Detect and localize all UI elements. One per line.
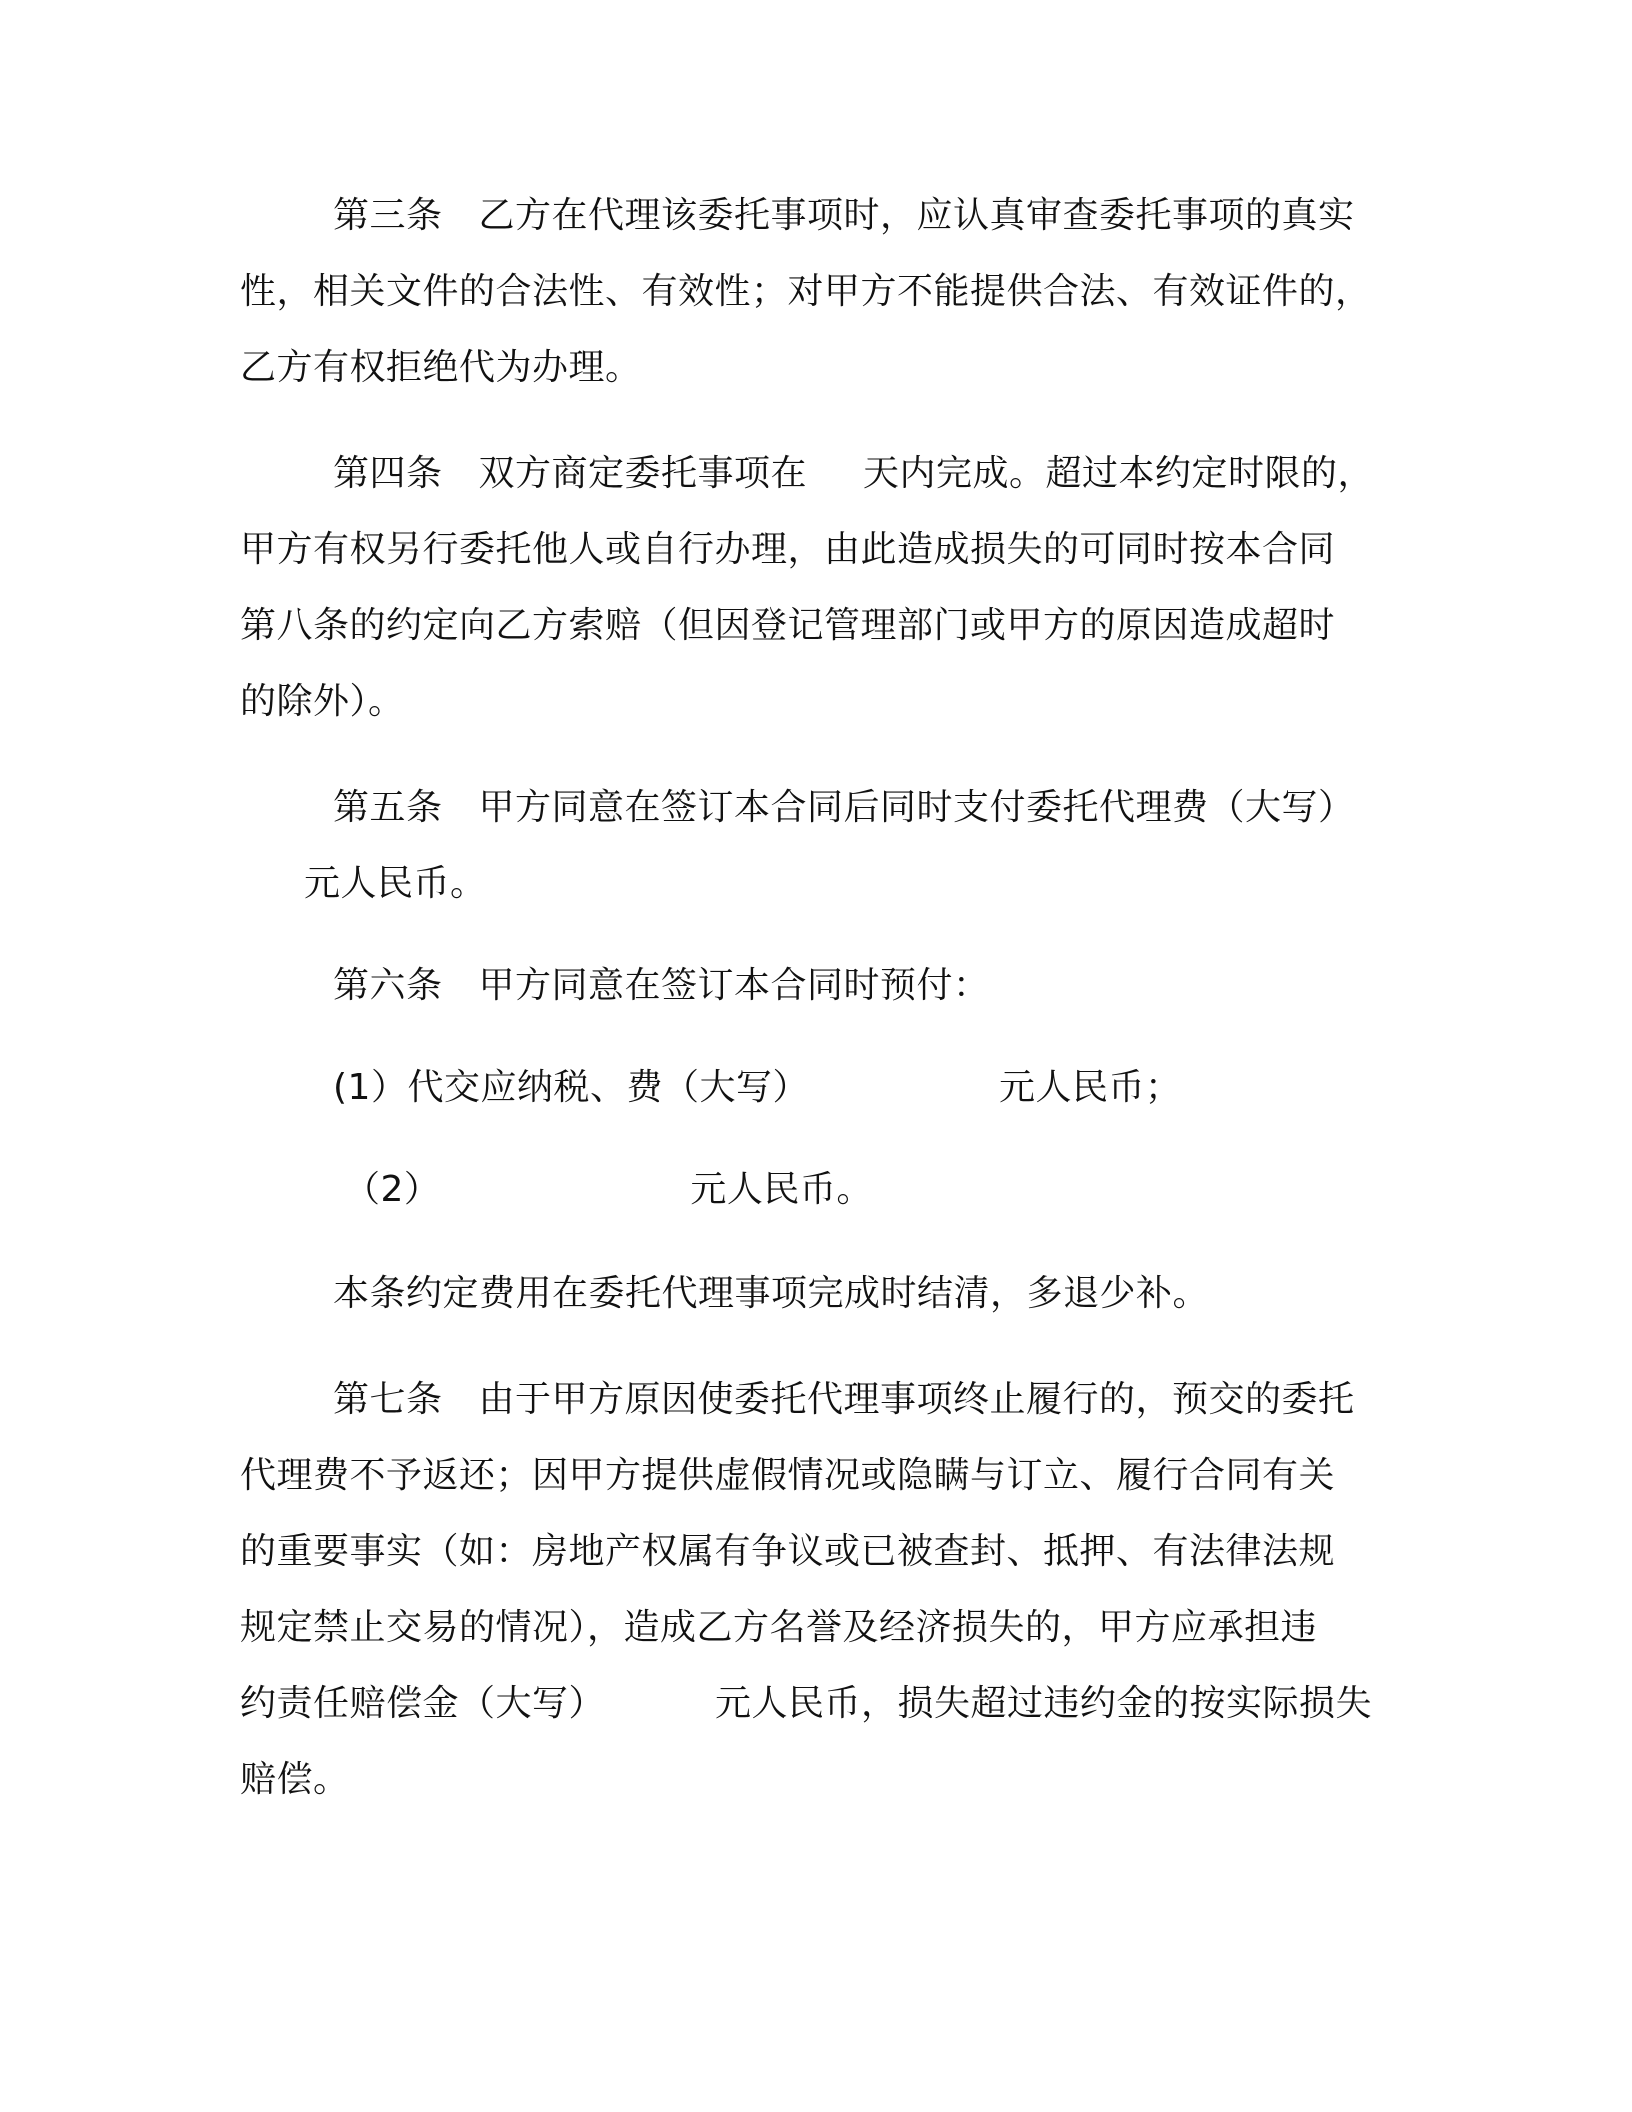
article6-note: 本条约定费用在委托代理事项完成时结清，多退少补。: [333, 1273, 1210, 1314]
article5-line2: 元人民币。: [304, 863, 487, 904]
article7-line2: 代理费不予返还；因甲方提供虚假情况或隐瞒与订立、履行合同有关: [240, 1455, 1336, 1496]
article6-item2: [344, 1166, 873, 1214]
article7-line4: 规定禁止交易的情况），造成乙方名誉及经济损失的，甲方应承担违: [240, 1607, 1318, 1648]
article4-line1: [333, 450, 1374, 498]
article6-text1: 甲方同意在签订本合同时预付：: [478, 965, 990, 1006]
article7-line1: [333, 1376, 1355, 1424]
article4-text1b: 天内完成。超过本约定时限的，: [863, 453, 1375, 494]
article7-heading: 第七条: [333, 1379, 443, 1420]
article4-heading: 第四条: [333, 453, 443, 494]
article6-heading: 第六条: [333, 965, 443, 1006]
article7-line5: [240, 1680, 1372, 1728]
article3-text1: 乙方在代理该委托事项时，应认真审查委托事项的真实: [478, 195, 1355, 236]
article7-line6: 赔偿。: [240, 1759, 350, 1800]
article4-line4: 的除外）。: [240, 681, 405, 722]
article7-text5a: 约责任赔偿金（大写）: [240, 1683, 606, 1724]
article7-text5b: 元人民币，损失超过违约金的按实际损失: [715, 1683, 1373, 1724]
article3-line2: 性，相关文件的合法性、有效性；对甲方不能提供合法、有效证件的，: [240, 271, 1372, 312]
article6-line1: [333, 962, 990, 1010]
article6-item1-label: (1）代交应纳税、费（大写）: [333, 1067, 809, 1108]
article4-text1a: 双方商定委托事项在: [478, 453, 808, 494]
article3-line1: [333, 192, 1355, 240]
article6-item1: [333, 1064, 1181, 1112]
article7-text1: 由于甲方原因使委托代理事项终止履行的，预交的委托: [478, 1379, 1355, 1420]
article5-line1: [333, 784, 1355, 832]
article6-item2-label: （2）: [344, 1169, 441, 1210]
article7-line3: 的重要事实（如：房地产权属有争议或已被查封、抵押、有法律法规: [240, 1531, 1336, 1572]
article5-heading: 第五条: [333, 787, 443, 828]
article6-item2-unit: 元人民币。: [690, 1169, 873, 1210]
article4-line3: 第八条的约定向乙方索赔（但因登记管理部门或甲方的原因造成超时: [240, 605, 1336, 646]
article5-text1: 甲方同意在签订本合同后同时支付委托代理费（大写）: [478, 787, 1355, 828]
article4-line2: 甲方有权另行委托他人或自行办理，由此造成损失的可同时按本合同: [240, 529, 1336, 570]
article3-line3: 乙方有权拒绝代为办理。: [240, 347, 642, 388]
article6-item1-unit: 元人民币；: [998, 1067, 1182, 1108]
article3-heading: 第三条: [333, 195, 443, 236]
